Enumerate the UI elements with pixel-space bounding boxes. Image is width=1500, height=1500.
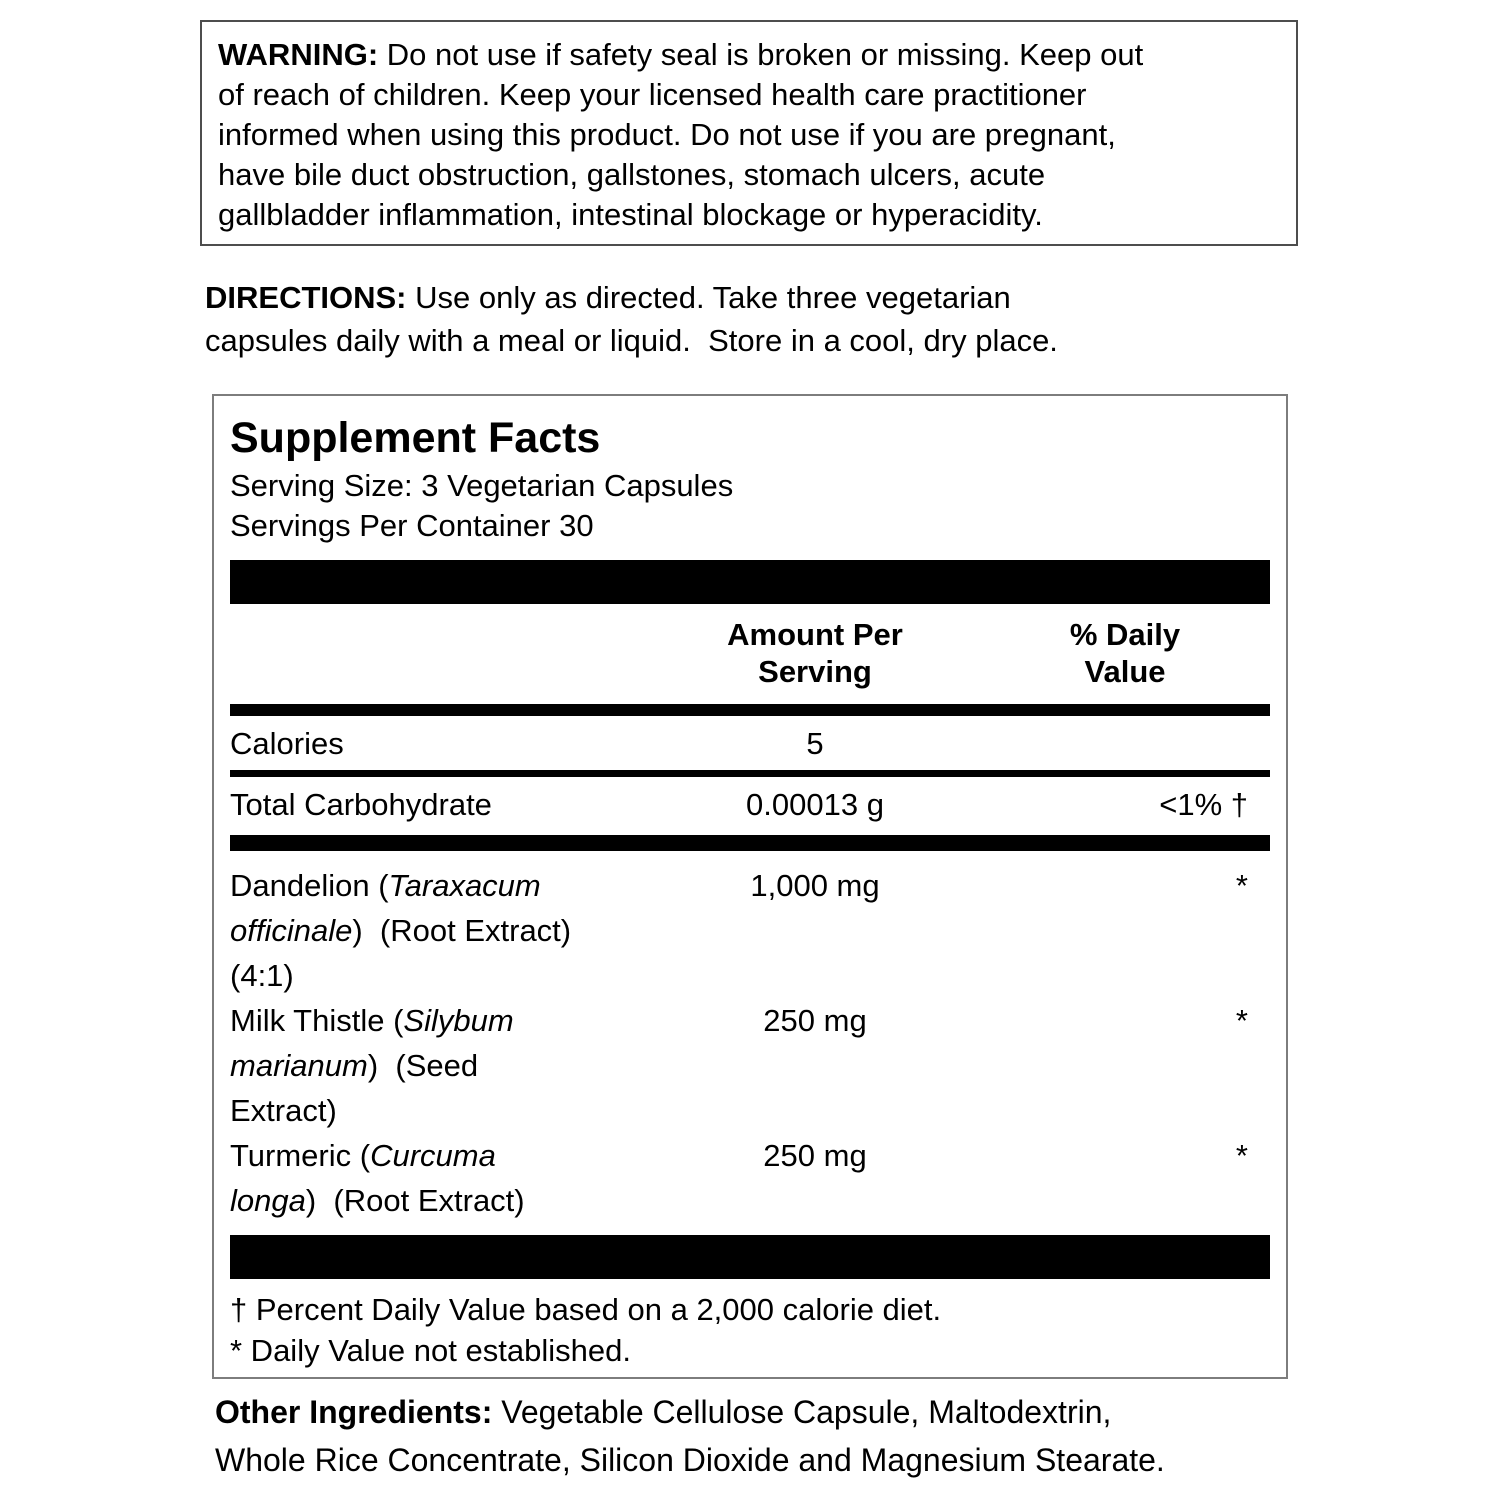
warning-box (200, 20, 1298, 246)
warning-first-line (218, 35, 1286, 75)
ingredient-row (230, 1133, 1270, 1223)
header-rule (230, 704, 1270, 716)
ingredient-latin-name: officinale (230, 913, 353, 948)
nutrient-daily-value (980, 716, 1270, 730)
nutrient-daily-value: <1% † (1159, 787, 1248, 822)
other-ingredients-label: Other Ingredients: (215, 1394, 493, 1430)
nutrient-amount: 0.00013 g (746, 787, 884, 822)
nutrient-row (230, 716, 1270, 770)
nutrient-amount: 5 (806, 726, 824, 761)
ingredient-amount: 250 mg (763, 1003, 867, 1038)
text-line: gallbladder inflammation, intestinal blockage or hyperacidity. (218, 197, 1043, 232)
ingredient-name-text: Turmeric ( (230, 1138, 371, 1173)
ingredient-name-text: Extract) (230, 1093, 337, 1128)
directions-label: DIRECTIONS: (205, 280, 407, 315)
ingredient-rows (230, 851, 1270, 1223)
nutrient-divider-rule (230, 770, 1270, 777)
ingredient-latin-name: Silybum (403, 1003, 514, 1038)
warning-text: Do not use if safety seal is broken or missing. Keep out (378, 37, 1144, 72)
directions-first-line (205, 276, 1058, 319)
ingredient-name-line (230, 1043, 650, 1088)
supplement-facts-title: Supplement Facts (230, 414, 601, 462)
servings-per-container: Servings Per Container 30 (230, 508, 594, 543)
ingredient-name (230, 863, 650, 998)
ingredient-name-text: Dandelion ( (230, 868, 389, 903)
ingredient-name-text: Milk Thistle ( (230, 1003, 404, 1038)
warning-text-lines (218, 75, 1286, 235)
ingredient-amount: 250 mg (763, 1138, 867, 1173)
other-ingredients-text: Vegetable Cellulose Capsule, Maltodextrin, (492, 1394, 1112, 1430)
ingredient-name-line (230, 863, 650, 908)
ingredient-latin-name: Curcuma (370, 1138, 496, 1173)
other-ingredients-first-line (215, 1388, 1165, 1436)
section-rule (230, 835, 1270, 851)
ingredient-name-text: ) (Seed (367, 1048, 479, 1083)
text-line: informed when using this product. Do not use if you are pregnant, (218, 117, 1116, 152)
ingredient-latin-name: marianum (230, 1048, 368, 1083)
ingredient-name-line (230, 1088, 650, 1133)
ingredient-name-line (230, 908, 650, 953)
warning-label: WARNING: (218, 37, 379, 72)
ingredient-latin-name: Taraxacum (388, 868, 541, 903)
ingredient-name-line (230, 953, 650, 998)
nutrient-name: Total Carbohydrate (230, 787, 492, 822)
nutrient-rows (230, 716, 1270, 831)
directions-paragraph (205, 276, 1058, 362)
directions-text-lines (205, 319, 1058, 362)
directions-text: Use only as directed. Take three vegetarian (406, 280, 1011, 315)
text-line: have bile duct obstruction, gallstones, stomach ulcers, acute (218, 157, 1046, 192)
ingredient-name-line (230, 1178, 650, 1223)
amount-per-serving-header: Amount Per Serving (727, 617, 903, 689)
ingredient-row (230, 863, 1270, 998)
supplement-facts-panel (212, 394, 1288, 1379)
ingredient-daily-value: * (1235, 868, 1248, 903)
footnote-line: * Daily Value not established. (230, 1333, 631, 1368)
text-line: capsules daily with a meal or liquid. Store in a cool, dry place. (205, 323, 1058, 358)
ingredient-amount: 1,000 mg (750, 868, 880, 903)
ingredient-name-text: ) (Root Extract) (305, 1183, 525, 1218)
percent-daily-value-header: % Daily Value (1069, 617, 1181, 689)
ingredient-name-line (230, 1133, 650, 1178)
ingredient-daily-value: * (1235, 1138, 1248, 1173)
facts-column-headers (230, 616, 1270, 690)
footnotes (230, 1289, 1270, 1371)
ingredient-daily-value: * (1235, 1003, 1248, 1038)
text-line: of reach of children. Keep your licensed health care practitioner (218, 77, 1087, 112)
ingredient-name (230, 1133, 650, 1223)
ingredient-name (230, 998, 650, 1133)
nutrient-name: Calories (230, 726, 344, 761)
ingredient-row (230, 998, 1270, 1133)
footnote-line: † Percent Daily Value based on a 2,000 calorie diet. (230, 1292, 942, 1327)
divider-bar-top (230, 560, 1270, 604)
ingredient-name-line (230, 998, 650, 1043)
serving-size: Serving Size: 3 Vegetarian Capsules (230, 468, 734, 503)
divider-bar-bottom (230, 1235, 1270, 1279)
text-line: Whole Rice Concentrate, Silicon Dioxide and Magnesium Stearate. (215, 1442, 1165, 1478)
ingredient-latin-name: longa (230, 1183, 306, 1218)
other-ingredients-text-lines (215, 1436, 1165, 1484)
ingredient-name-text: (4:1) (230, 958, 294, 993)
nutrient-row (230, 777, 1270, 831)
other-ingredients-paragraph (215, 1388, 1165, 1484)
ingredient-name-text: ) (Root Extract) (352, 913, 572, 948)
